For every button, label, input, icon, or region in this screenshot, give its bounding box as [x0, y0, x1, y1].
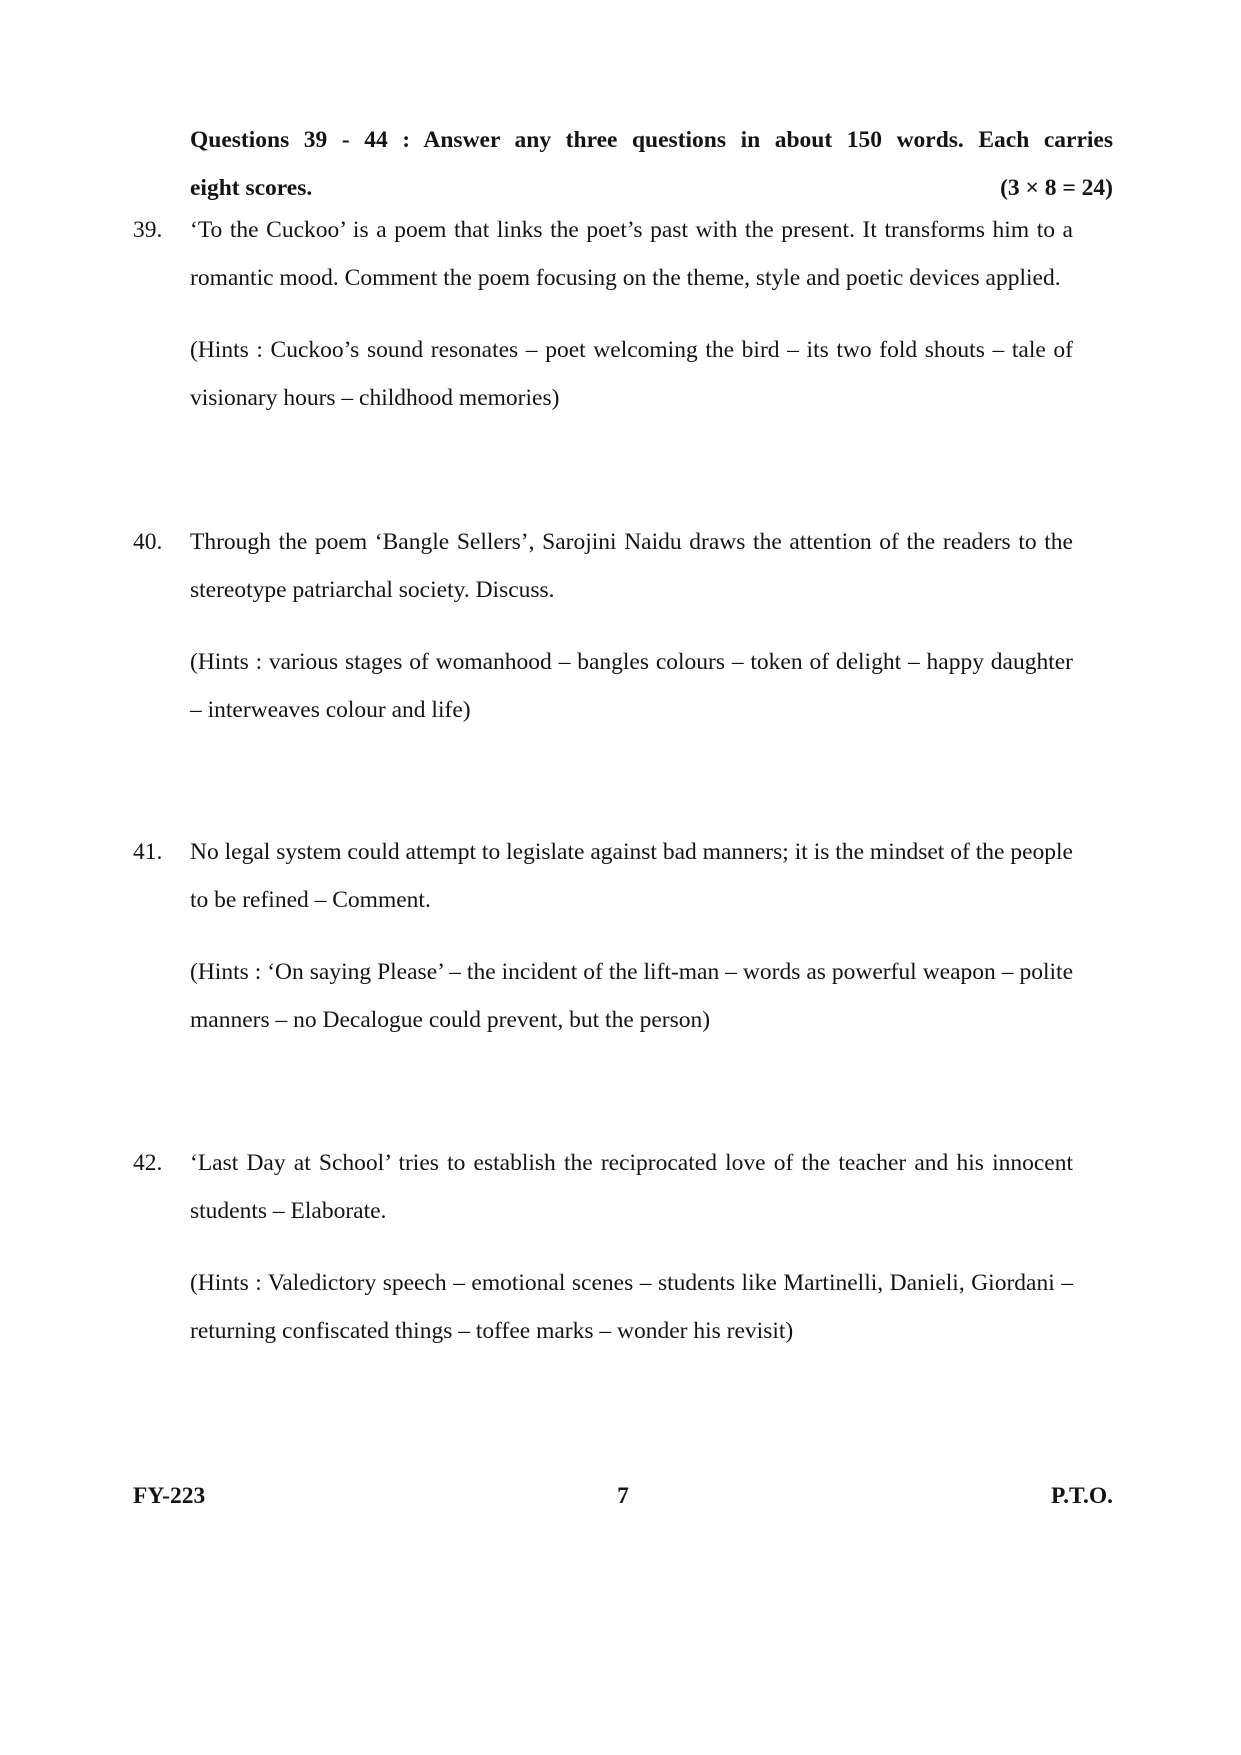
- question-body: [190, 518, 1073, 734]
- question-number: 39.: [133, 217, 163, 243]
- question-body: [190, 1139, 1073, 1355]
- please-turn-over: P.T.O.: [1050, 1483, 1113, 1509]
- instructions-line-2-text: eight scores.: [190, 175, 313, 201]
- question-hint: (Hints : various stages of womanhood – bangles colours – token of delight – happy daughter – interweaves colour and life): [190, 649, 1073, 723]
- question-hint: (Hints : Valedictory speech – emotional scenes – students like Martinelli, Danieli, Giordani – returning confiscated things – toffee marks – wonder his revisit): [190, 1270, 1073, 1344]
- question-text: ‘Last Day at School’ tries to establish the reciprocated love of the teacher and his innocent students – Elaborate.: [190, 1150, 1073, 1224]
- question-hint: (Hints : ‘On saying Please’ – the incident of the lift-man – words as powerful weapon – polite manners – no Decalogue could prevent, but the person): [190, 959, 1073, 1033]
- question-text: ‘To the Cuckoo’ is a poem that links the poet’s past with the present. It transforms him to a romantic mood. Comment the poem focusing on the theme, style and poetic devices applied.: [190, 217, 1073, 291]
- paper-code: FY-223: [133, 1483, 206, 1509]
- question-text: Through the poem ‘Bangle Sellers’, Sarojini Naidu draws the attention of the readers to the stereotype patriarchal society. Discuss.: [190, 529, 1073, 603]
- question-text: No legal system could attempt to legislate against bad manners; it is the mindset of the people to be refined – Comment.: [190, 839, 1073, 913]
- question-number: 40.: [133, 529, 163, 555]
- question-number: 41.: [133, 839, 163, 865]
- question-body: [190, 206, 1073, 422]
- question-number: 42.: [133, 1150, 163, 1176]
- page-footer: [133, 1481, 1113, 1511]
- instructions: [190, 116, 1113, 212]
- instructions-line-1: Questions 39 - 44 : Answer any three questions in about 150 words. Each carries: [190, 127, 1113, 153]
- question-body: [190, 828, 1073, 1044]
- page-number: 7: [617, 1483, 629, 1509]
- marks-formula: (3 × 8 = 24): [1000, 175, 1113, 201]
- instructions-line-2: [190, 164, 1113, 212]
- question-hint: (Hints : Cuckoo’s sound resonates – poet welcoming the bird – its two fold shouts – tale of visionary hours – childhood memories): [190, 337, 1073, 411]
